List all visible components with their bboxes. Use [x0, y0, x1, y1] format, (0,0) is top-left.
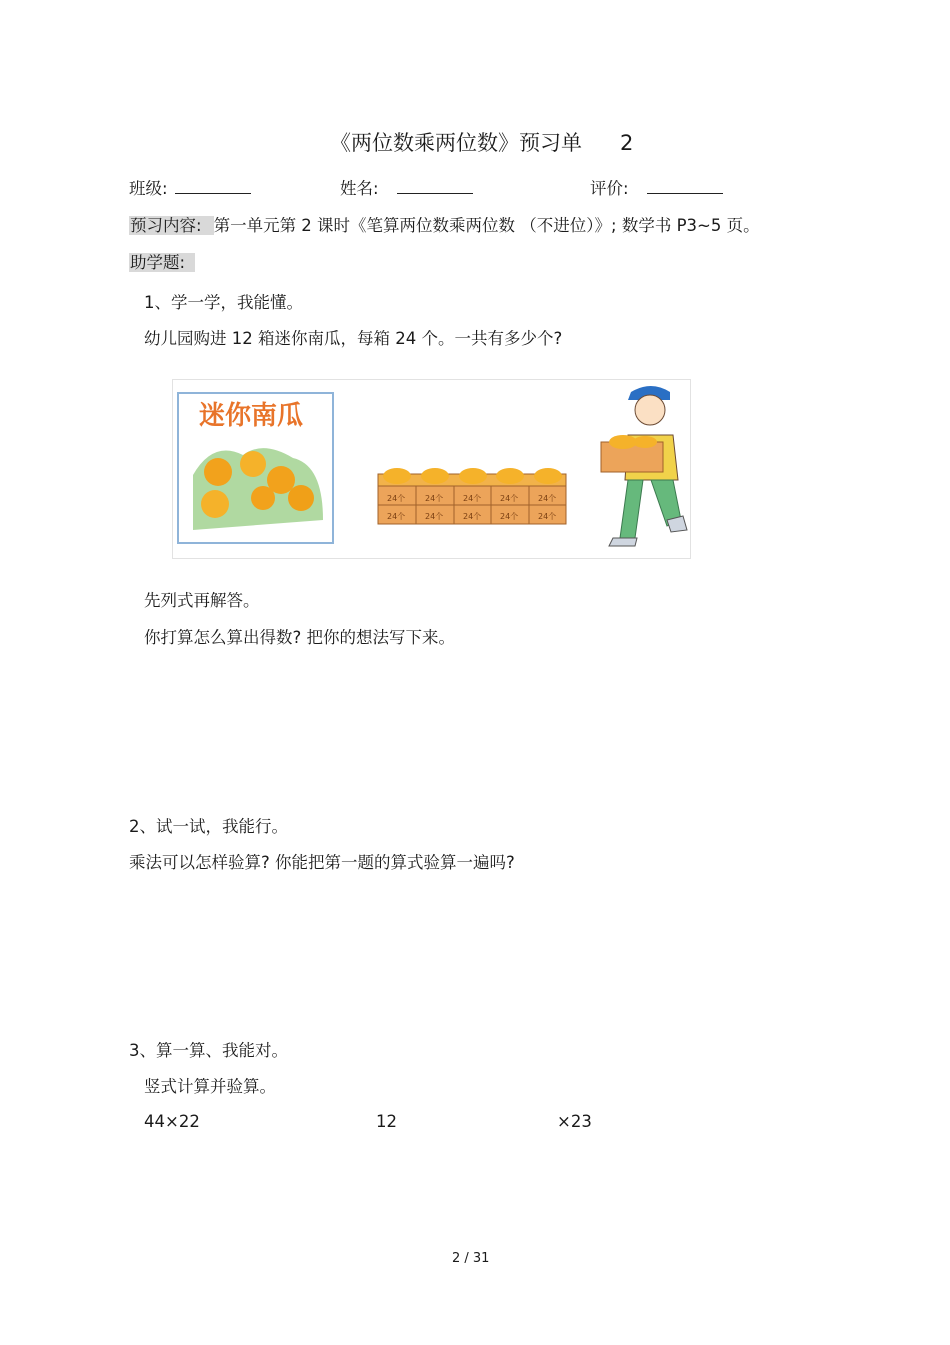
help-label: 助学题:: [129, 249, 195, 273]
q1-problem: 幼儿园购进 12 箱迷你南瓜，每箱 24 个。一共有多少个?: [144, 329, 563, 348]
preview-text: 第一单元第 2 课时《笔算两位数乘两位数 （不进位）》; 数学书 P3~5 页。: [213, 216, 760, 235]
page-title: [330, 127, 633, 157]
shoe: [609, 538, 637, 546]
q3-problem: ×23: [557, 1112, 592, 1131]
box-label: 24个: [463, 512, 482, 521]
box-label: 24个: [538, 494, 557, 503]
box-label: 24个: [463, 494, 482, 503]
title-number: 2: [620, 131, 634, 155]
grade-label: 评价:: [590, 179, 629, 198]
title-text: 《两位数乘两位数》预习单: [330, 131, 582, 155]
q2-heading: 2、试一试，我能行。: [129, 817, 288, 836]
name-label: 姓名:: [340, 179, 379, 198]
q3-text: 竖式计算并验算。: [144, 1077, 276, 1096]
box-row: [378, 468, 566, 524]
box-label: 24个: [538, 512, 557, 521]
box-label: 24个: [425, 512, 444, 521]
class-label: 班级:: [129, 179, 168, 198]
pumpkin: [240, 451, 266, 477]
class-blank[interactable]: [175, 179, 251, 194]
pumpkin-sign-text: 迷你南瓜: [199, 401, 304, 431]
pumpkin: [201, 490, 229, 518]
info-row: [129, 175, 769, 199]
box-label: 24个: [500, 494, 519, 503]
pumpkin-illustration: [172, 379, 691, 559]
q3-problem: 44×22: [144, 1112, 200, 1131]
pumpkin: [251, 486, 275, 510]
box-label: 24个: [425, 494, 444, 503]
box-label: 24个: [387, 512, 406, 521]
q1-line2: 你打算怎么算出得数? 把你的想法写下来。: [144, 628, 456, 647]
q1-heading: 1、学一学，我能懂。: [144, 293, 303, 312]
name-blank[interactable]: [397, 179, 473, 194]
pumpkin: [288, 485, 314, 511]
q3-problem: 12: [376, 1112, 397, 1131]
delivery-boy: [601, 386, 687, 546]
head: [635, 395, 665, 425]
page-footer: 2 / 31: [452, 1251, 490, 1266]
grade-blank[interactable]: [647, 179, 723, 194]
box-label: 24个: [500, 512, 519, 521]
q3-heading: 3、算一算、我能对。: [129, 1041, 288, 1060]
preview-content: [129, 212, 760, 236]
q1-line1: 先列式再解答。: [144, 591, 260, 610]
q2-text: 乘法可以怎样验算? 你能把第一题的算式验算一遍吗?: [129, 853, 515, 872]
preview-label: 预习内容:: [129, 216, 214, 235]
pants: [620, 480, 643, 538]
pumpkin: [204, 458, 232, 486]
box-label: 24个: [387, 494, 406, 503]
